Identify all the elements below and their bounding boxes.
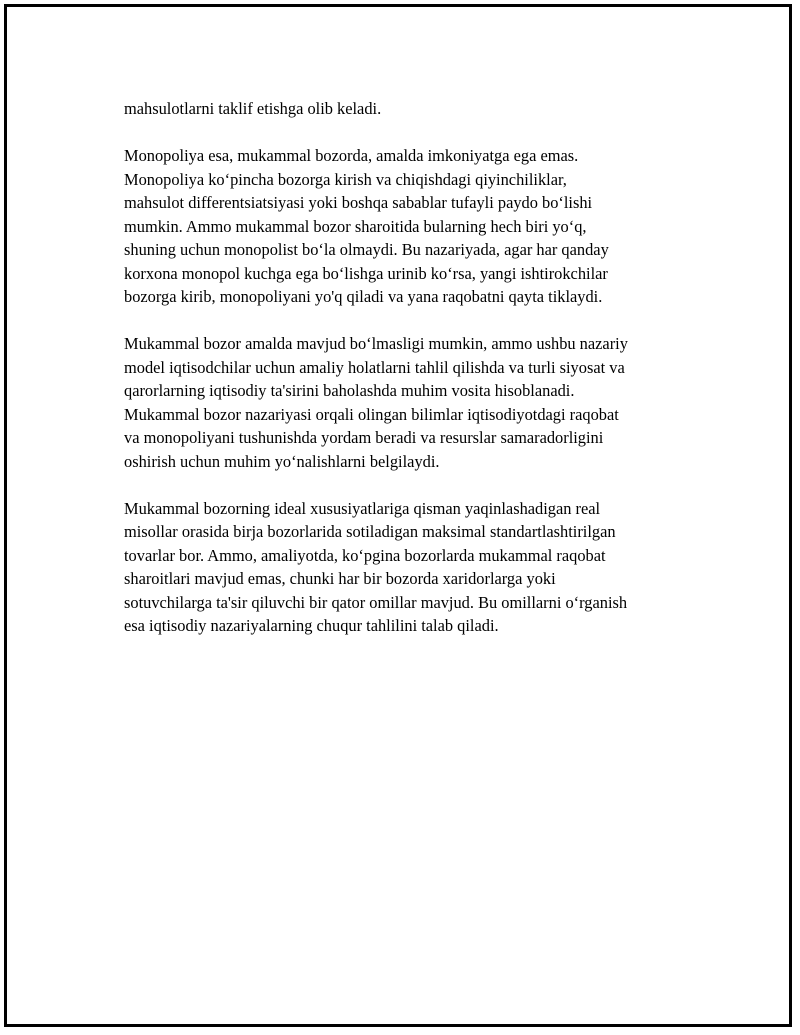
paragraph-1 bbox=[124, 97, 704, 121]
text-line: shuning uchun monopolist bo‘la olmaydi. Bu nazariyada, agar har qanday bbox=[124, 240, 609, 259]
text-line: mahsulot differentsiatsiyasi yoki boshqa sabablar tufayli paydo bo‘lishi bbox=[124, 193, 593, 212]
text-line: korxona monopol kuchga ega bo‘lishga urinib ko‘rsa, yangi ishtirokchilar bbox=[124, 263, 608, 283]
text-line: oshirish uchun muhim yo‘nalishlarni belgilaydi. bbox=[124, 451, 440, 471]
text-line: Mukammal bozorning ideal xususiyatlariga qisman yaqinlashadigan real bbox=[124, 498, 601, 518]
paragraph-2 bbox=[124, 144, 704, 309]
text-line: misollar orasida birja bozorlarida sotiladigan maksimal standartlashtirilgan bbox=[124, 522, 616, 541]
page-frame bbox=[4, 4, 792, 1027]
text-line: Mukammal bozor amalda mavjud bo‘lmasligi mumkin, ammo ushbu nazariy bbox=[124, 334, 628, 353]
text-line: mahsulotlarni taklif etishga olib keladi. bbox=[124, 99, 382, 118]
text-line: model iqtisodchilar uchun amaliy holatlarni tahlil qilishda va turli siyosat va bbox=[124, 357, 625, 377]
text-line: Mukammal bozor nazariyasi orqali olingan bilimlar iqtisodiyotdagi raqobat bbox=[124, 404, 619, 424]
paragraph-3 bbox=[124, 332, 704, 473]
text-line: tovarlar bor. Ammo, amaliyotda, ko‘pgina bozorlarda mukammal raqobat bbox=[124, 545, 606, 565]
paragraph-4 bbox=[124, 497, 704, 638]
text-line: esa iqtisodiy nazariyalarning chuqur tahlilini talab qiladi. bbox=[124, 616, 499, 635]
text-line: Monopoliya ko‘pincha bozorga kirish va chiqishdagi qiyinchiliklar, bbox=[124, 169, 567, 189]
text-line: qarorlarning iqtisodiy ta'sirini baholashda muhim vosita hisoblanadi. bbox=[124, 381, 575, 400]
text-line: sharoitlari mavjud emas, chunki har bir bozorda xaridorlarga yoki bbox=[124, 569, 556, 588]
text-line: sotuvchilarga ta'sir qiluvchi bir qator omillar mavjud. Bu omillarni o‘rganish bbox=[124, 592, 628, 612]
text-line: Monopoliya esa, mukammal bozorda, amalda imkoniyatga ega emas. bbox=[124, 146, 579, 165]
text-line: va monopoliyani tushunishda yordam beradi va resurslar samaradorligini bbox=[124, 428, 604, 447]
document-body bbox=[124, 97, 704, 661]
text-line: mumkin. Ammo mukammal bozor sharoitida bularning hech biri yo‘q, bbox=[124, 216, 587, 236]
text-line: bozorga kirib, monopoliyani yo'q qiladi va yana raqobatni qayta tiklaydi. bbox=[124, 287, 603, 306]
